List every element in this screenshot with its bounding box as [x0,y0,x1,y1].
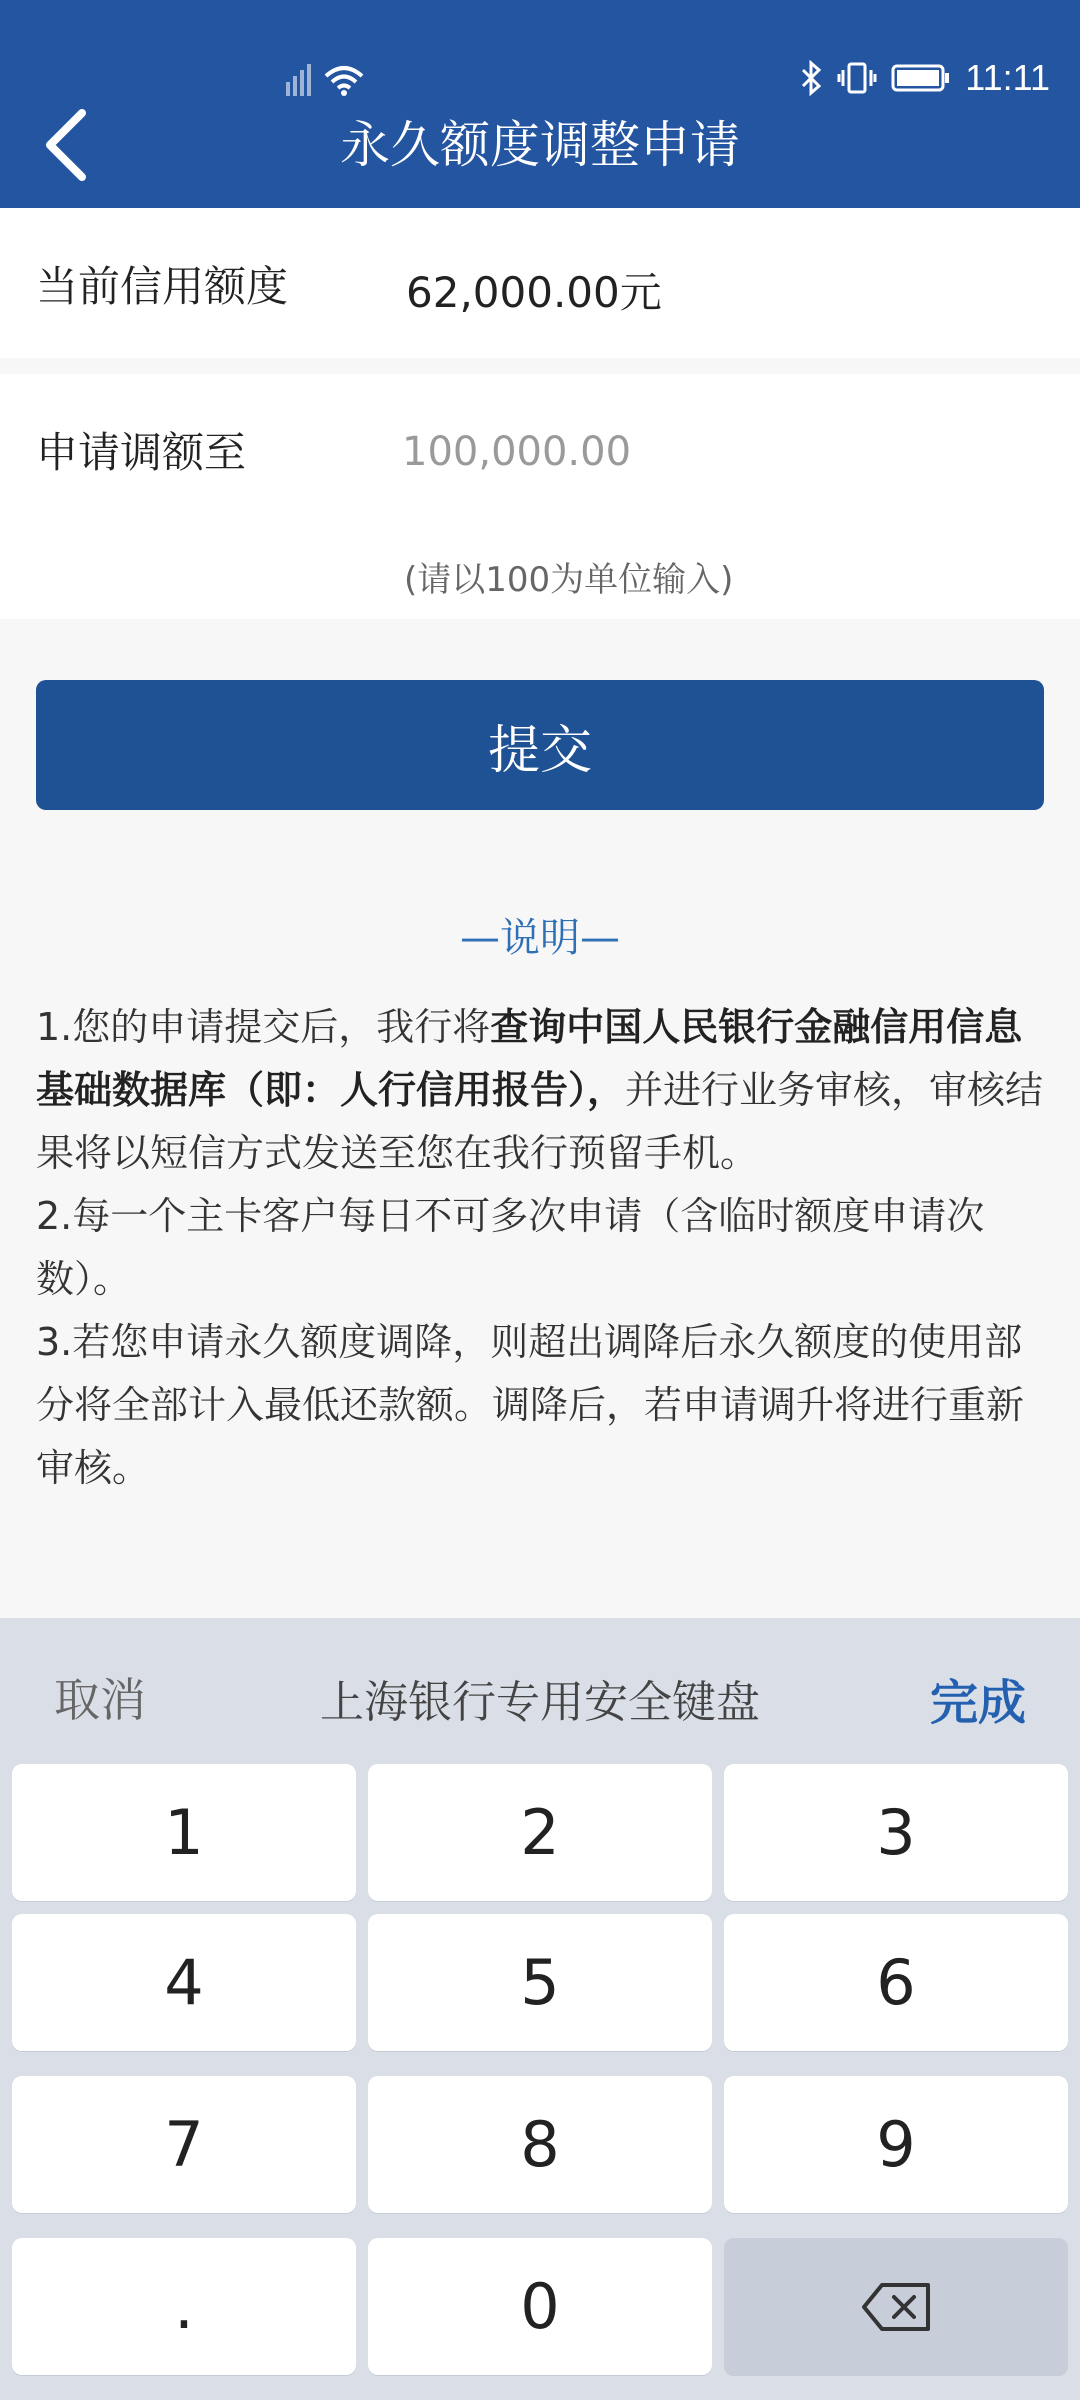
input-hint: (请以100为单位输入) [404,560,734,600]
keyboard-cancel-button[interactable]: 取消 [54,1673,146,1727]
submit-button[interactable]: 提交 [36,680,1044,810]
bluetooth-icon [799,60,823,96]
explanation-item-3: 3.若您申请永久额度调降，则超出调降后永久额度的使用部分将全部计入最低还款额。调降后，若申请调升将进行重新审核。 [36,1320,1025,1490]
keyboard-toolbar [0,1618,1080,1764]
key-8[interactable]: 8 [368,2076,712,2213]
key-4[interactable]: 4 [12,1914,356,2051]
key-6[interactable]: 6 [724,1914,1068,2051]
signal-wifi-icon [286,62,376,98]
status-time: 11:11 [965,57,1050,98]
key-3[interactable]: 3 [724,1764,1068,1901]
backspace-icon [860,2281,932,2333]
key-7[interactable]: 7 [12,2076,356,2213]
status-icons-left [286,62,376,98]
status-icons-right [799,56,1050,100]
current-limit-value: 62,000.00元 [406,268,662,317]
current-limit-label: 当前信用额度 [36,262,289,311]
adjust-limit-label: 申请调额至 [36,428,247,477]
adjust-limit-row [0,374,1080,619]
keyboard-done-button[interactable]: 完成 [929,1675,1026,1731]
vibrate-icon [837,60,877,96]
key-5[interactable]: 5 [368,1914,712,2051]
app-header [0,0,1080,208]
explanation-title: —说明— [460,915,620,961]
explanation-text [36,996,1046,1500]
keyboard-title: 上海银行专用安全键盘 [320,1677,760,1728]
key-dot[interactable]: . [12,2238,356,2375]
key-backspace[interactable] [724,2238,1068,2375]
adjust-amount-input[interactable] [400,416,1004,488]
page-title: 永久额度调整申请 [340,116,740,174]
secure-keyboard [0,1618,1080,2400]
battery-icon [891,63,951,93]
key-1[interactable]: 1 [12,1764,356,1901]
key-0[interactable]: 0 [368,2238,712,2375]
current-limit-row [0,208,1080,358]
explanation-item-2: 2.每一个主卡客户每日不可多次申请（含临时额度申请次数）。 [36,1194,985,1301]
key-9[interactable]: 9 [724,2076,1068,2213]
key-2[interactable]: 2 [368,1764,712,1901]
explanation-item-1: 1.您的申请提交后，我行将查询中国人民银行金融信用信息基础数据库（即：人行信用报告），并进行业务审核，审核结果将以短信方式发送至您在我行预留手机。 [36,1005,1044,1175]
